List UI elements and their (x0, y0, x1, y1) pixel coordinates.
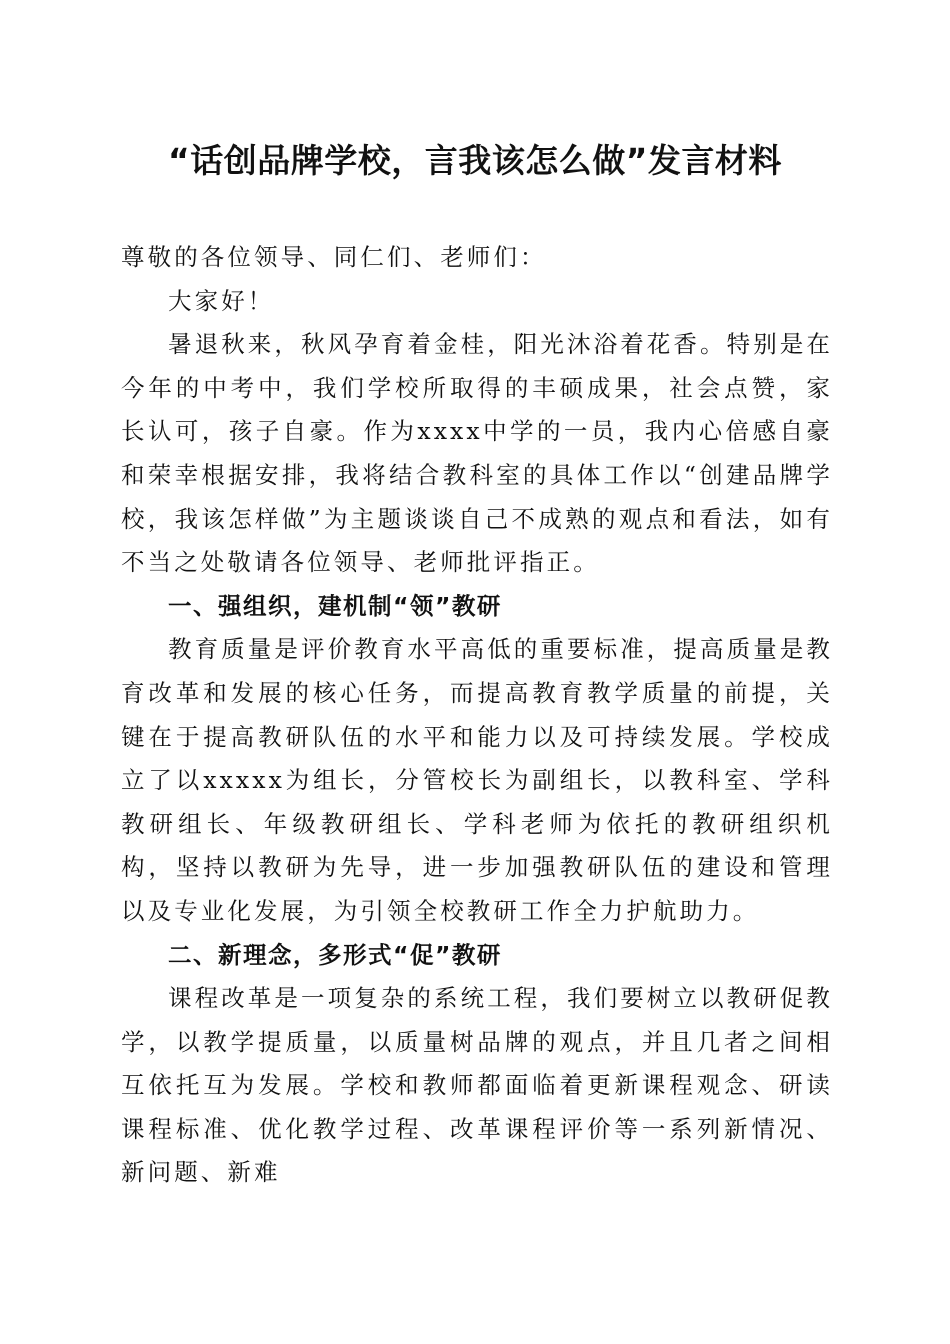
greeting: 大家好！ (168, 286, 275, 315)
salutation: 尊敬的各位领导、同仁们、老师们： (121, 243, 547, 271)
document-body (121, 236, 833, 1195)
section-paragraph-2: 课程改革是一项复杂的系统工程，我们要树立以教研促教学，以教学提质量，以质量树品牌的观点，并且几者之间相互依托互为发展。学校和教师都面临着更新课程观念、研读课程标准、优化教学过程、改革课程评价等一系列新情况、新问题、新难 (121, 984, 833, 1187)
section-heading-2: 二、新理念，多形式“促”教研 (168, 940, 502, 969)
intro-paragraph: 暑退秋来，秋风孕育着金桂，阳光沐浴着花香。特别是在今年的中考中，我们学校所取得的丰硕成果，社会点赞，家长认可，孩子自豪。作为xxxx中学的一员，我内心倍感自豪和荣幸根据安排，我将结合教科室的具体工作以“创建品牌学校，我该怎样做”为主题谈谈自己不成熟的观点和看法，如有不当之处敬请各位领导、老师批评指正。 (121, 330, 833, 577)
section-heading-1: 一、强组织，建机制“领”教研 (168, 591, 502, 620)
section-paragraph-1: 教育质量是评价教育水平高低的重要标准，提高质量是教育改革和发展的核心任务，而提高教育教学质量的前提，关键在于提高教研队伍的水平和能力以及可持续发展。学校成立了以xxxxx为组长，分管校长为副组长，以教科室、学科教研组长、年级教研组长、学科老师为依托的教研组织机构，坚持以教研为先导，进一步加强教研队伍的建设和管理以及专业化发展，为引领全校教研工作全力护航助力。 (121, 635, 833, 925)
document-title: “话创品牌学校，言我该怎么做”发言材料 (168, 141, 782, 180)
